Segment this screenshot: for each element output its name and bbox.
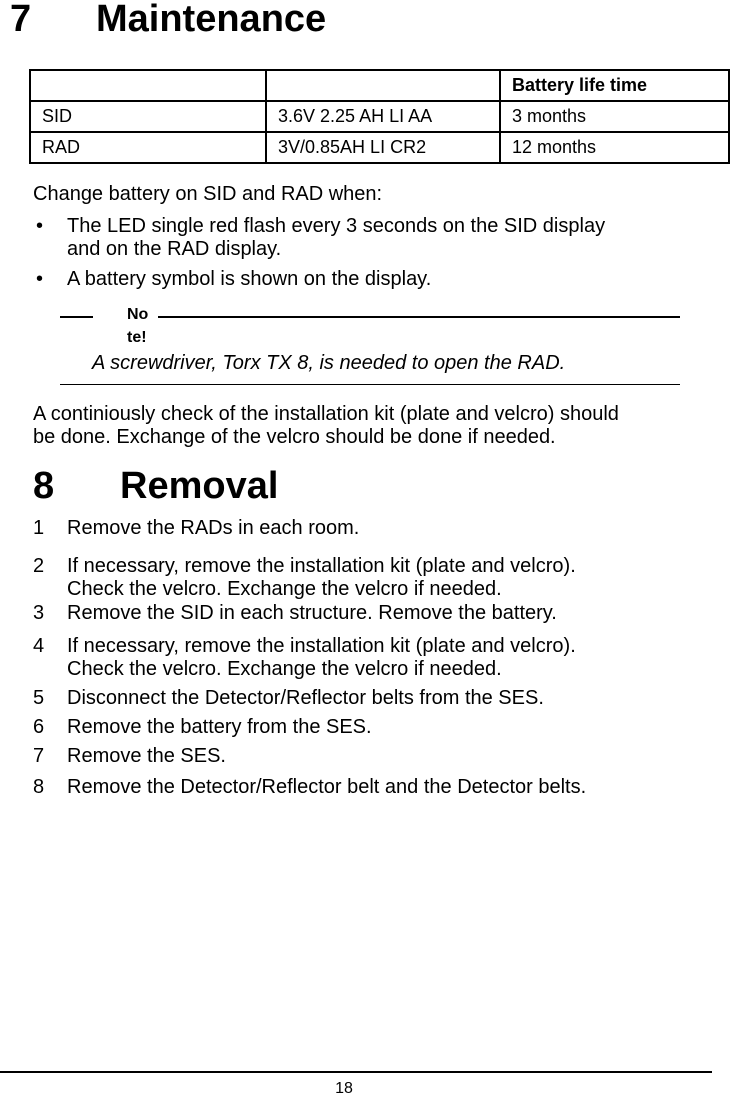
step-number: 5 <box>33 687 45 709</box>
step-number: 2 <box>33 555 45 577</box>
step-text: Remove the Detector/Reflector belt and the Detector belts. <box>67 776 587 798</box>
note-bottom-rule <box>60 384 680 385</box>
table-header-row <box>30 70 729 101</box>
battery-table <box>29 69 730 164</box>
table-cell: RAD <box>30 132 266 163</box>
change-battery-intro: Change battery on SID and RAD when: <box>33 183 383 205</box>
step-text: Remove the SES. <box>67 745 226 767</box>
bullet-icon: • <box>36 215 44 237</box>
table-header-cell: Battery life time <box>500 70 729 101</box>
bullet-text: and on the RAD display. <box>67 238 282 260</box>
step-text: Remove the SID in each structure. Remove the battery. <box>67 602 557 624</box>
step-number: 6 <box>33 716 45 738</box>
step-text: Check the velcro. Exchange the velcro if needed. <box>67 658 502 680</box>
check-paragraph: be done. Exchange of the velcro should be done if needed. <box>33 426 556 448</box>
step-text: If necessary, remove the installation kit (plate and velcro). <box>67 555 576 577</box>
step-text: If necessary, remove the installation kit (plate and velcro). <box>67 635 576 657</box>
note-label: No <box>127 306 149 323</box>
note-rule-right <box>158 316 680 318</box>
section-7-title: Maintenance <box>96 0 327 40</box>
table-cell: 3V/0.85AH LI CR2 <box>266 132 500 163</box>
footer-rule <box>0 1071 712 1073</box>
note-text: A screwdriver, Torx TX 8, is needed to open the RAD. <box>92 352 566 374</box>
step-text: Remove the battery from the SES. <box>67 716 372 738</box>
table-cell: SID <box>30 101 266 132</box>
note-rule-left <box>60 316 93 318</box>
table-header-cell <box>266 70 500 101</box>
bullet-icon: • <box>36 268 44 290</box>
check-paragraph: A continiously check of the installation kit (plate and velcro) should <box>33 403 619 425</box>
step-text: Remove the RADs in each room. <box>67 517 360 539</box>
table-header-cell <box>30 70 266 101</box>
bullet-text: A battery symbol is shown on the display. <box>67 268 432 290</box>
page-number: 18 <box>335 1080 353 1097</box>
table-row <box>30 101 729 132</box>
section-7-number: 7 <box>10 0 32 40</box>
step-number: 1 <box>33 517 45 539</box>
step-text: Check the velcro. Exchange the velcro if needed. <box>67 578 502 600</box>
section-8-title: Removal <box>120 465 279 507</box>
table-cell: 3 months <box>500 101 729 132</box>
section-8-number: 8 <box>33 465 55 507</box>
step-number: 3 <box>33 602 45 624</box>
step-number: 7 <box>33 745 45 767</box>
table-row <box>30 132 729 163</box>
bullet-text: The LED single red flash every 3 seconds on the SID display <box>67 215 606 237</box>
table-cell: 3.6V 2.25 AH LI AA <box>266 101 500 132</box>
note-label: te! <box>127 329 147 346</box>
step-number: 8 <box>33 776 45 798</box>
table-cell: 12 months <box>500 132 729 163</box>
step-text: Disconnect the Detector/Reflector belts from the SES. <box>67 687 544 709</box>
step-number: 4 <box>33 635 45 657</box>
